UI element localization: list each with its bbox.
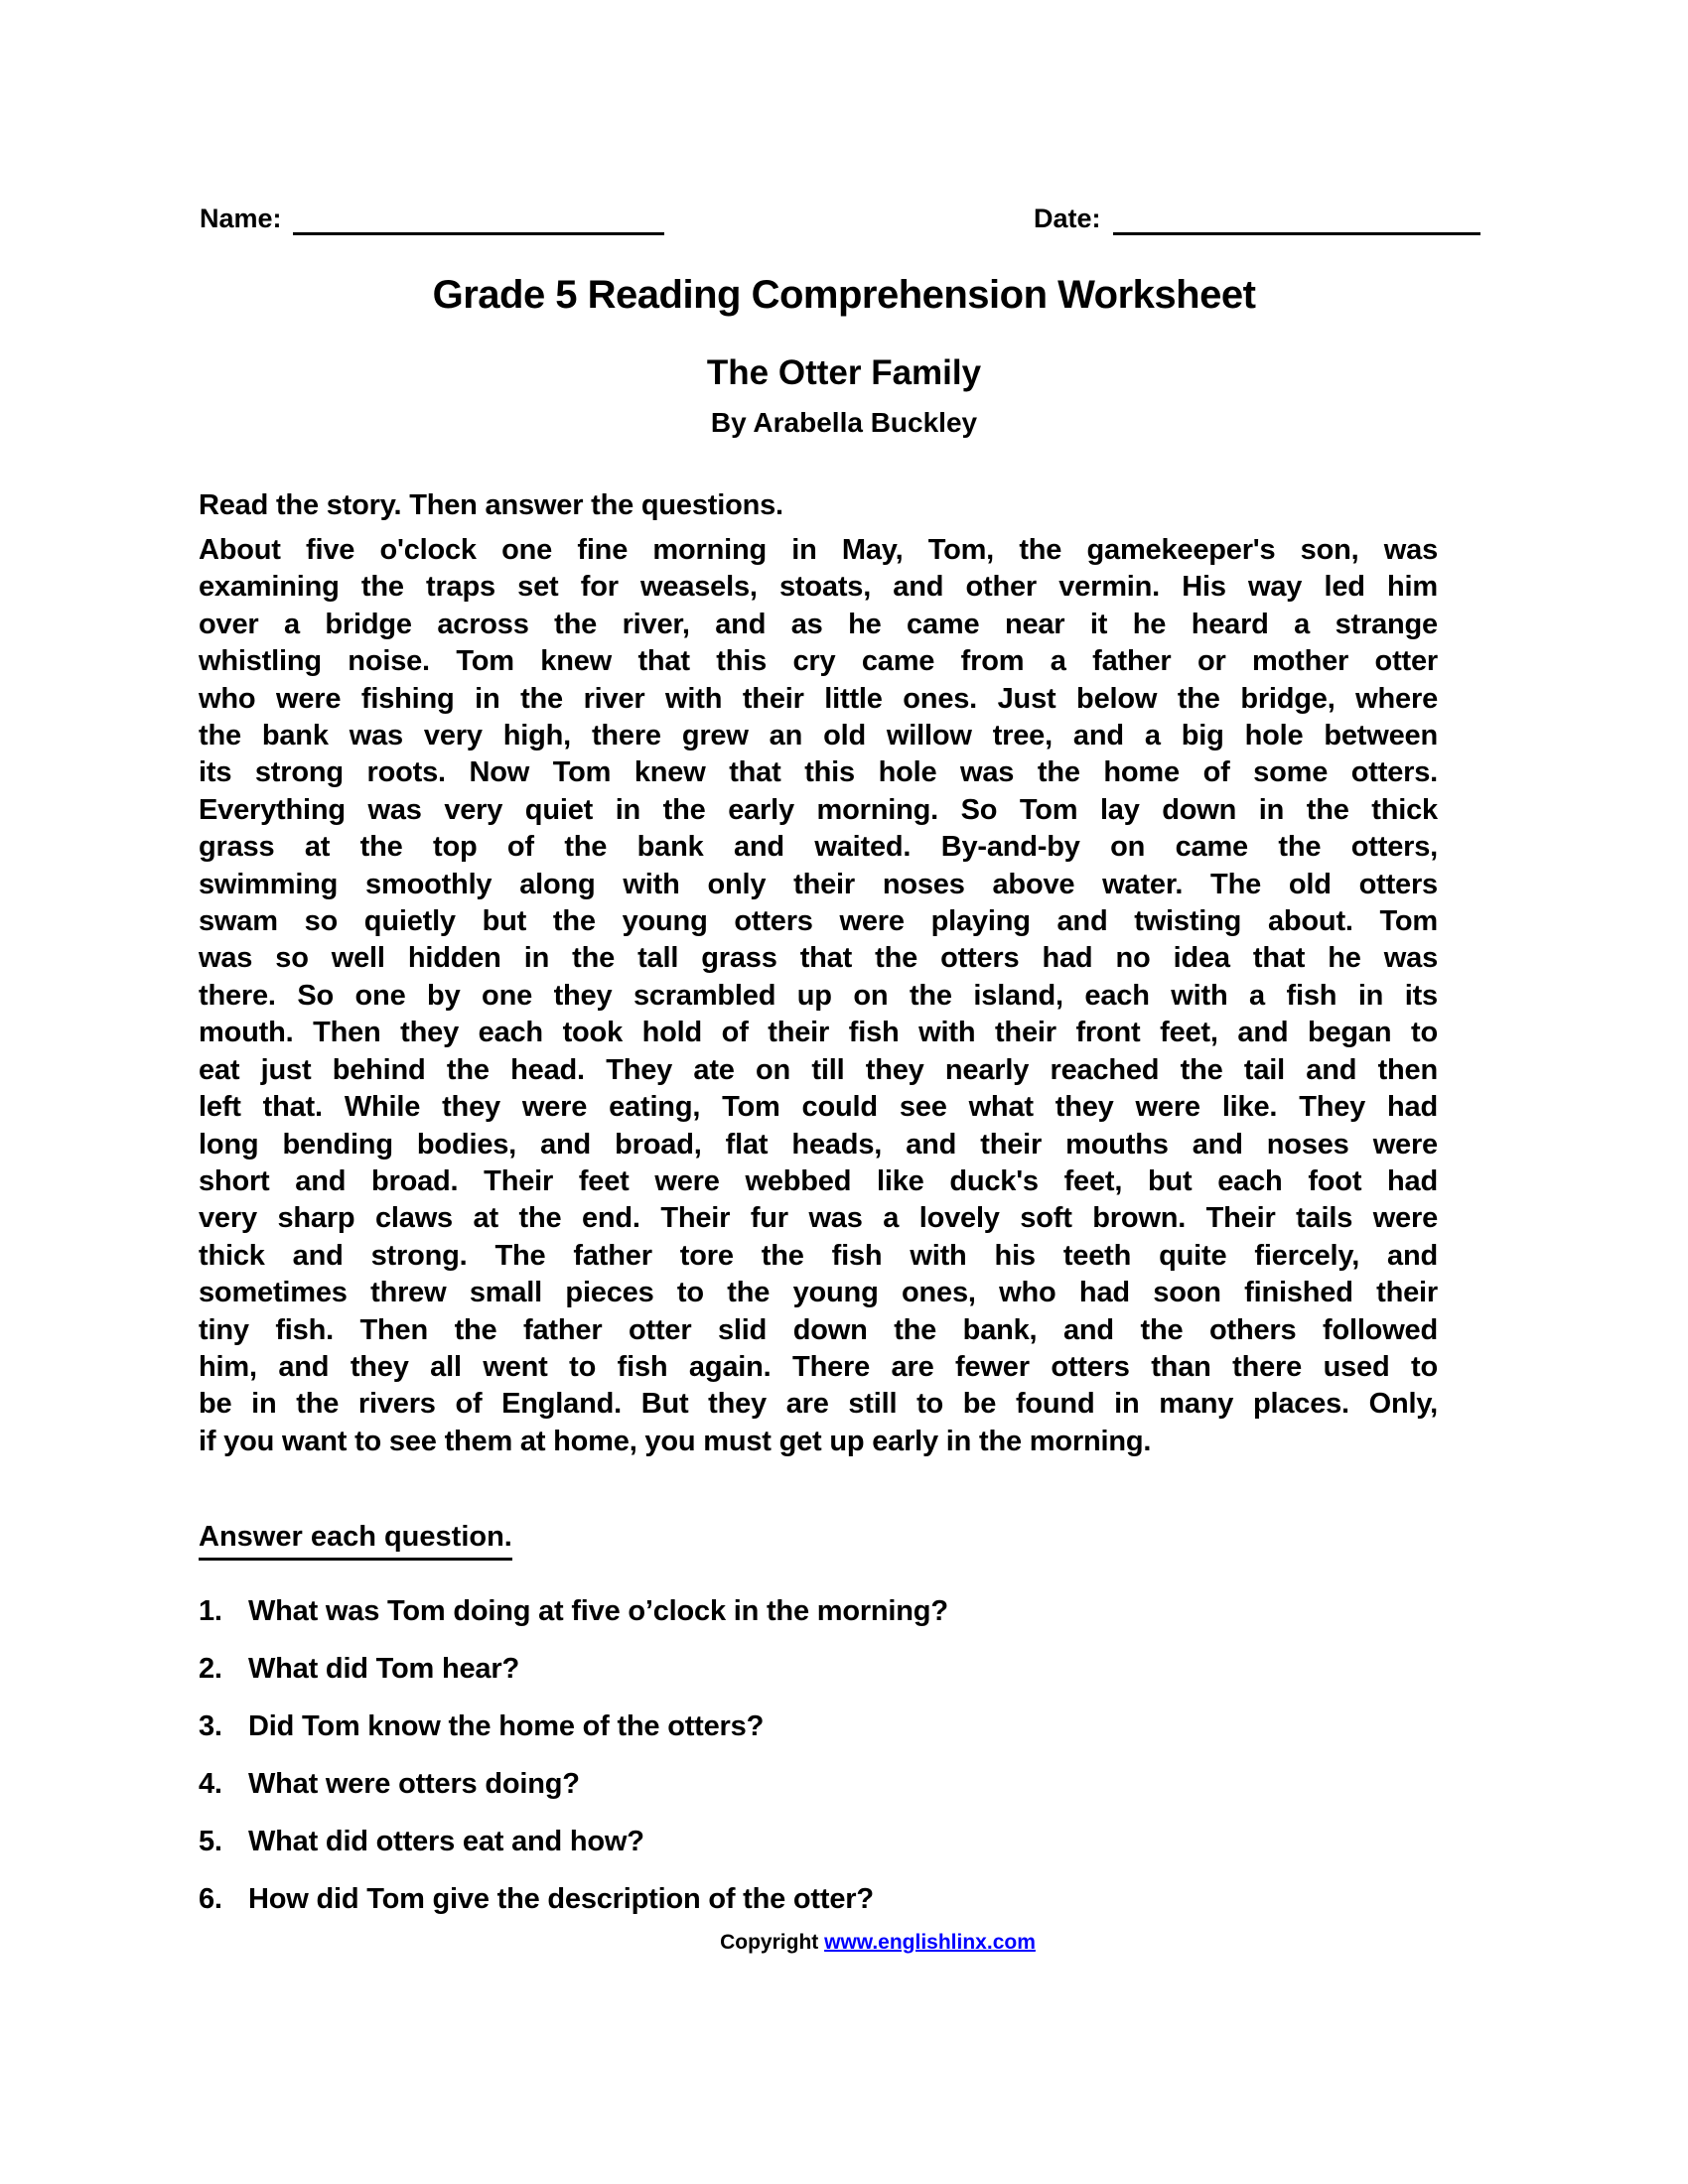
- worksheet-title: Grade 5 Reading Comprehension Worksheet: [432, 273, 1256, 317]
- story-line: grass at the top of the bank and waited. By-and-by on came the otters,: [199, 831, 1438, 864]
- story-text: [199, 532, 1438, 1460]
- copyright-link[interactable]: www.englishlinx.com: [824, 1931, 1036, 1954]
- copyright-label: Copyright: [720, 1931, 819, 1954]
- question-item: [199, 1708, 1438, 1744]
- story-line: left that. While they were eating, Tom could see what they were like. They had: [199, 1091, 1438, 1124]
- question-text: How did Tom give the description of the otter?: [248, 1883, 874, 1915]
- story-line: About five o'clock one fine morning in May, Tom, the gamekeeper's son, was: [199, 534, 1438, 566]
- question-text: Did Tom know the home of the otters?: [248, 1710, 765, 1742]
- question-number: 4.: [199, 1768, 222, 1800]
- footer: [34, 1930, 1688, 1956]
- question-text: What were otters doing?: [248, 1768, 580, 1800]
- question-item: [199, 1766, 1438, 1802]
- question-text: What did Tom hear?: [248, 1653, 519, 1685]
- story-line: if you want to see them at home, you must get up early in the morning.: [199, 1425, 1152, 1457]
- question-number: 1.: [199, 1595, 222, 1627]
- question-number: 6.: [199, 1883, 222, 1915]
- story-title: The Otter Family: [706, 353, 982, 392]
- question-text: What did otters eat and how?: [248, 1826, 644, 1857]
- questions-list: [199, 1593, 1438, 1939]
- story-line: be in the rivers of England. But they are still to be found in many places. Only,: [199, 1388, 1438, 1421]
- story-line: eat just behind the head. They ate on till they nearly reached the tail and then: [199, 1053, 1438, 1086]
- question-number: 3.: [199, 1710, 222, 1742]
- story-line: very sharp claws at the end. Their fur was a lovely soft brown. Their tails were: [199, 1202, 1438, 1235]
- story-line: whistling noise. Tom knew that this cry came from a father or mother otter: [199, 645, 1438, 678]
- story-line: there. So one by one they scrambled up on the island, each with a fish in its: [199, 979, 1438, 1012]
- story-line: thick and strong. The father tore the fish with his teeth quite fiercely, and: [199, 1239, 1438, 1272]
- name-label: Name:: [200, 204, 282, 233]
- story-line: swimming smoothly along with only their noses above water. The old otters: [199, 868, 1438, 900]
- question-item: [199, 1824, 1438, 1859]
- story-line: him, and they all went to fish again. There are fewer otters than there used to: [199, 1350, 1438, 1383]
- story-line: the bank was very high, there grew an old willow tree, and a big hole between: [199, 720, 1438, 752]
- story-line: swam so quietly but the young otters were playing and twisting about. Tom: [199, 905, 1438, 938]
- story-line: short and broad. Their feet were webbed like duck's feet, but each foot had: [199, 1164, 1438, 1197]
- question-item: [199, 1881, 1438, 1917]
- story-line: Everything was very quiet in the early morning. So Tom lay down in the thick: [199, 793, 1438, 826]
- story-line: tiny fish. Then the father otter slid down the bank, and the others followed: [199, 1313, 1438, 1346]
- story-line: mouth. Then they each took hold of their fish with their front feet, and began to: [199, 1017, 1438, 1049]
- date-label: Date:: [1034, 204, 1101, 233]
- answer-section-header: Answer each question.: [199, 1519, 512, 1561]
- story-line: who were fishing in the river with their little ones. Just below the bridge, where: [199, 682, 1438, 715]
- question-number: 2.: [199, 1653, 222, 1685]
- story-line: its strong roots. Now Tom knew that this hole was the home of some otters.: [199, 756, 1438, 789]
- story-line: was so well hidden in the tall grass that the otters had no idea that he was: [199, 942, 1438, 975]
- story-instruction: Read the story. Then answer the questions.: [199, 489, 783, 521]
- name-blank-line[interactable]: [293, 203, 664, 235]
- name-field: [200, 203, 664, 235]
- question-text: What was Tom doing at five o’clock in the morning?: [248, 1595, 948, 1627]
- question-number: 5.: [199, 1826, 222, 1857]
- story-line: over a bridge across the river, and as he came near it he heard a strange: [199, 608, 1438, 640]
- story-line: examining the traps set for weasels, stoats, and other vermin. His way led him: [199, 571, 1438, 604]
- story-line: long bending bodies, and broad, flat heads, and their mouths and noses were: [199, 1128, 1438, 1160]
- story-byline: By Arabella Buckley: [710, 407, 978, 438]
- date-blank-line[interactable]: [1113, 203, 1480, 235]
- date-field: [1034, 203, 1480, 235]
- question-item: [199, 1593, 1438, 1629]
- question-item: [199, 1651, 1438, 1687]
- story-line: sometimes threw small pieces to the young ones, who had soon finished their: [199, 1277, 1438, 1309]
